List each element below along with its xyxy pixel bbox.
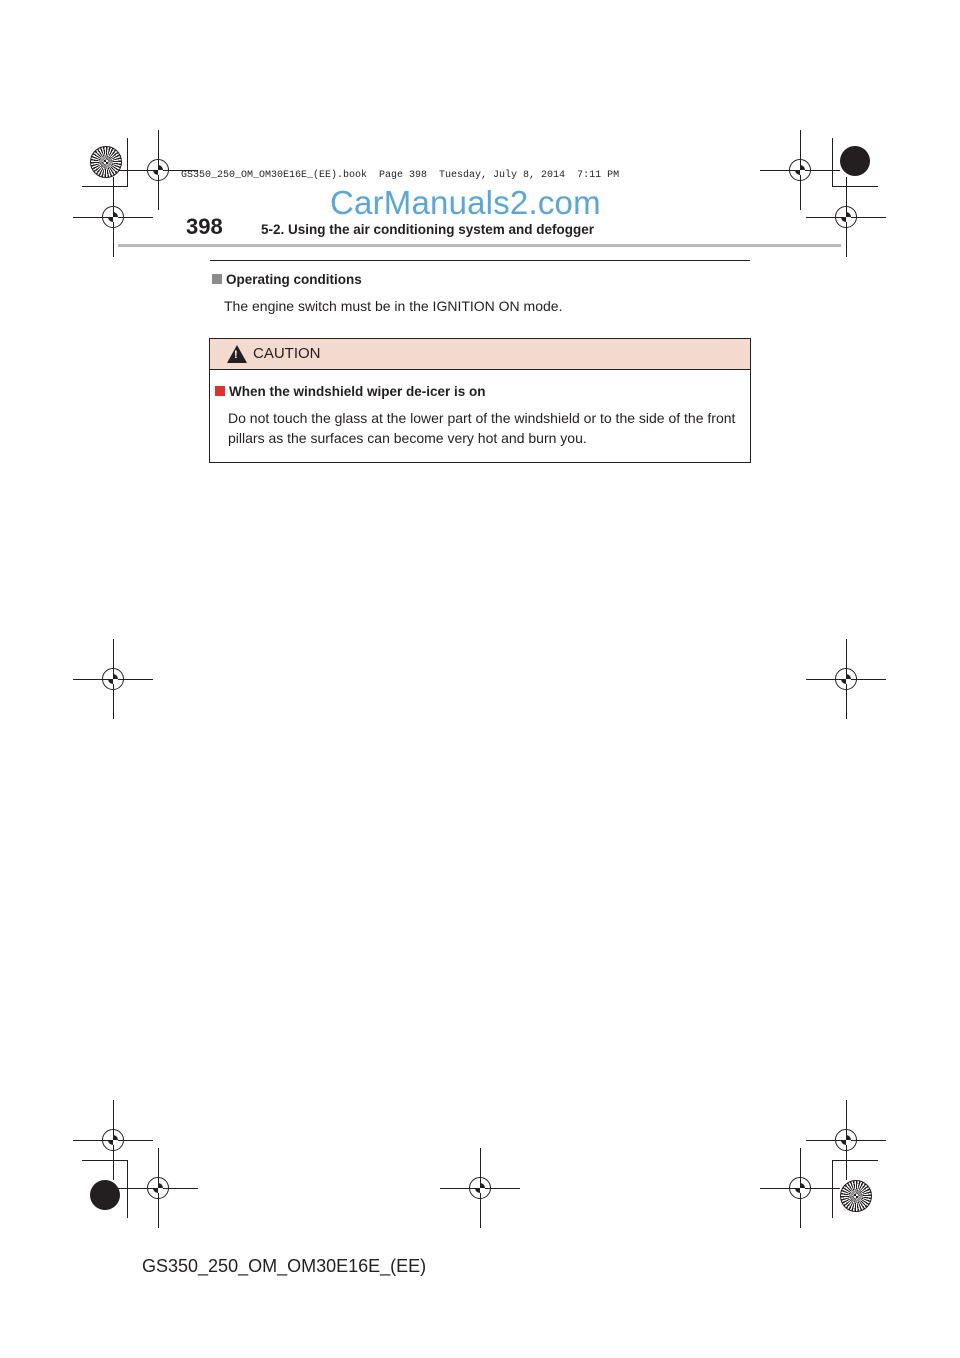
crop-line xyxy=(127,1160,128,1218)
registration-target-icon xyxy=(840,146,870,176)
section-title: 5-2. Using the air conditioning system and defogger xyxy=(261,222,595,237)
registration-target-icon xyxy=(840,1180,872,1212)
crop-line xyxy=(82,1160,128,1161)
footer-model-code: GS350_250_OM_OM30E16E_(EE) xyxy=(142,1256,427,1276)
page-number: 398 xyxy=(186,214,223,239)
content-divider xyxy=(210,260,750,261)
crop-line xyxy=(127,138,128,186)
caution-box xyxy=(209,338,751,463)
book-info-slug: GS350_250_OM_OM30E16E_(EE).book Page 398 Tuesday, July 8, 2014 7:11 PM xyxy=(181,170,620,181)
square-bullet-icon xyxy=(212,274,222,284)
header-divider xyxy=(118,244,841,247)
caution-item-body: Do not touch the glass at the lower part of the windshield or to the side of the front pillars as the surfaces can become very hot and burn you. xyxy=(228,410,736,446)
operating-conditions-body: The engine switch must be in the IGNITION ON mode. xyxy=(224,298,563,314)
caution-item-heading xyxy=(215,384,486,399)
crop-line xyxy=(82,186,128,187)
caution-item-title: When the windshield wiper de-icer is on xyxy=(229,384,486,399)
caution-label: CAUTION xyxy=(253,345,321,362)
crop-line xyxy=(832,138,833,186)
square-bullet-icon xyxy=(215,386,225,396)
operating-conditions-heading xyxy=(212,272,362,287)
watermark-link[interactable]: CarManuals2.com xyxy=(330,184,601,221)
operating-conditions-title: Operating conditions xyxy=(226,272,362,287)
registration-target-icon xyxy=(90,1180,120,1210)
crop-line xyxy=(832,1160,878,1161)
crop-line xyxy=(832,1160,833,1218)
registration-target-icon xyxy=(90,146,122,178)
crop-line xyxy=(832,186,878,187)
exclamation-icon: ! xyxy=(234,349,238,361)
caution-header xyxy=(210,339,750,370)
